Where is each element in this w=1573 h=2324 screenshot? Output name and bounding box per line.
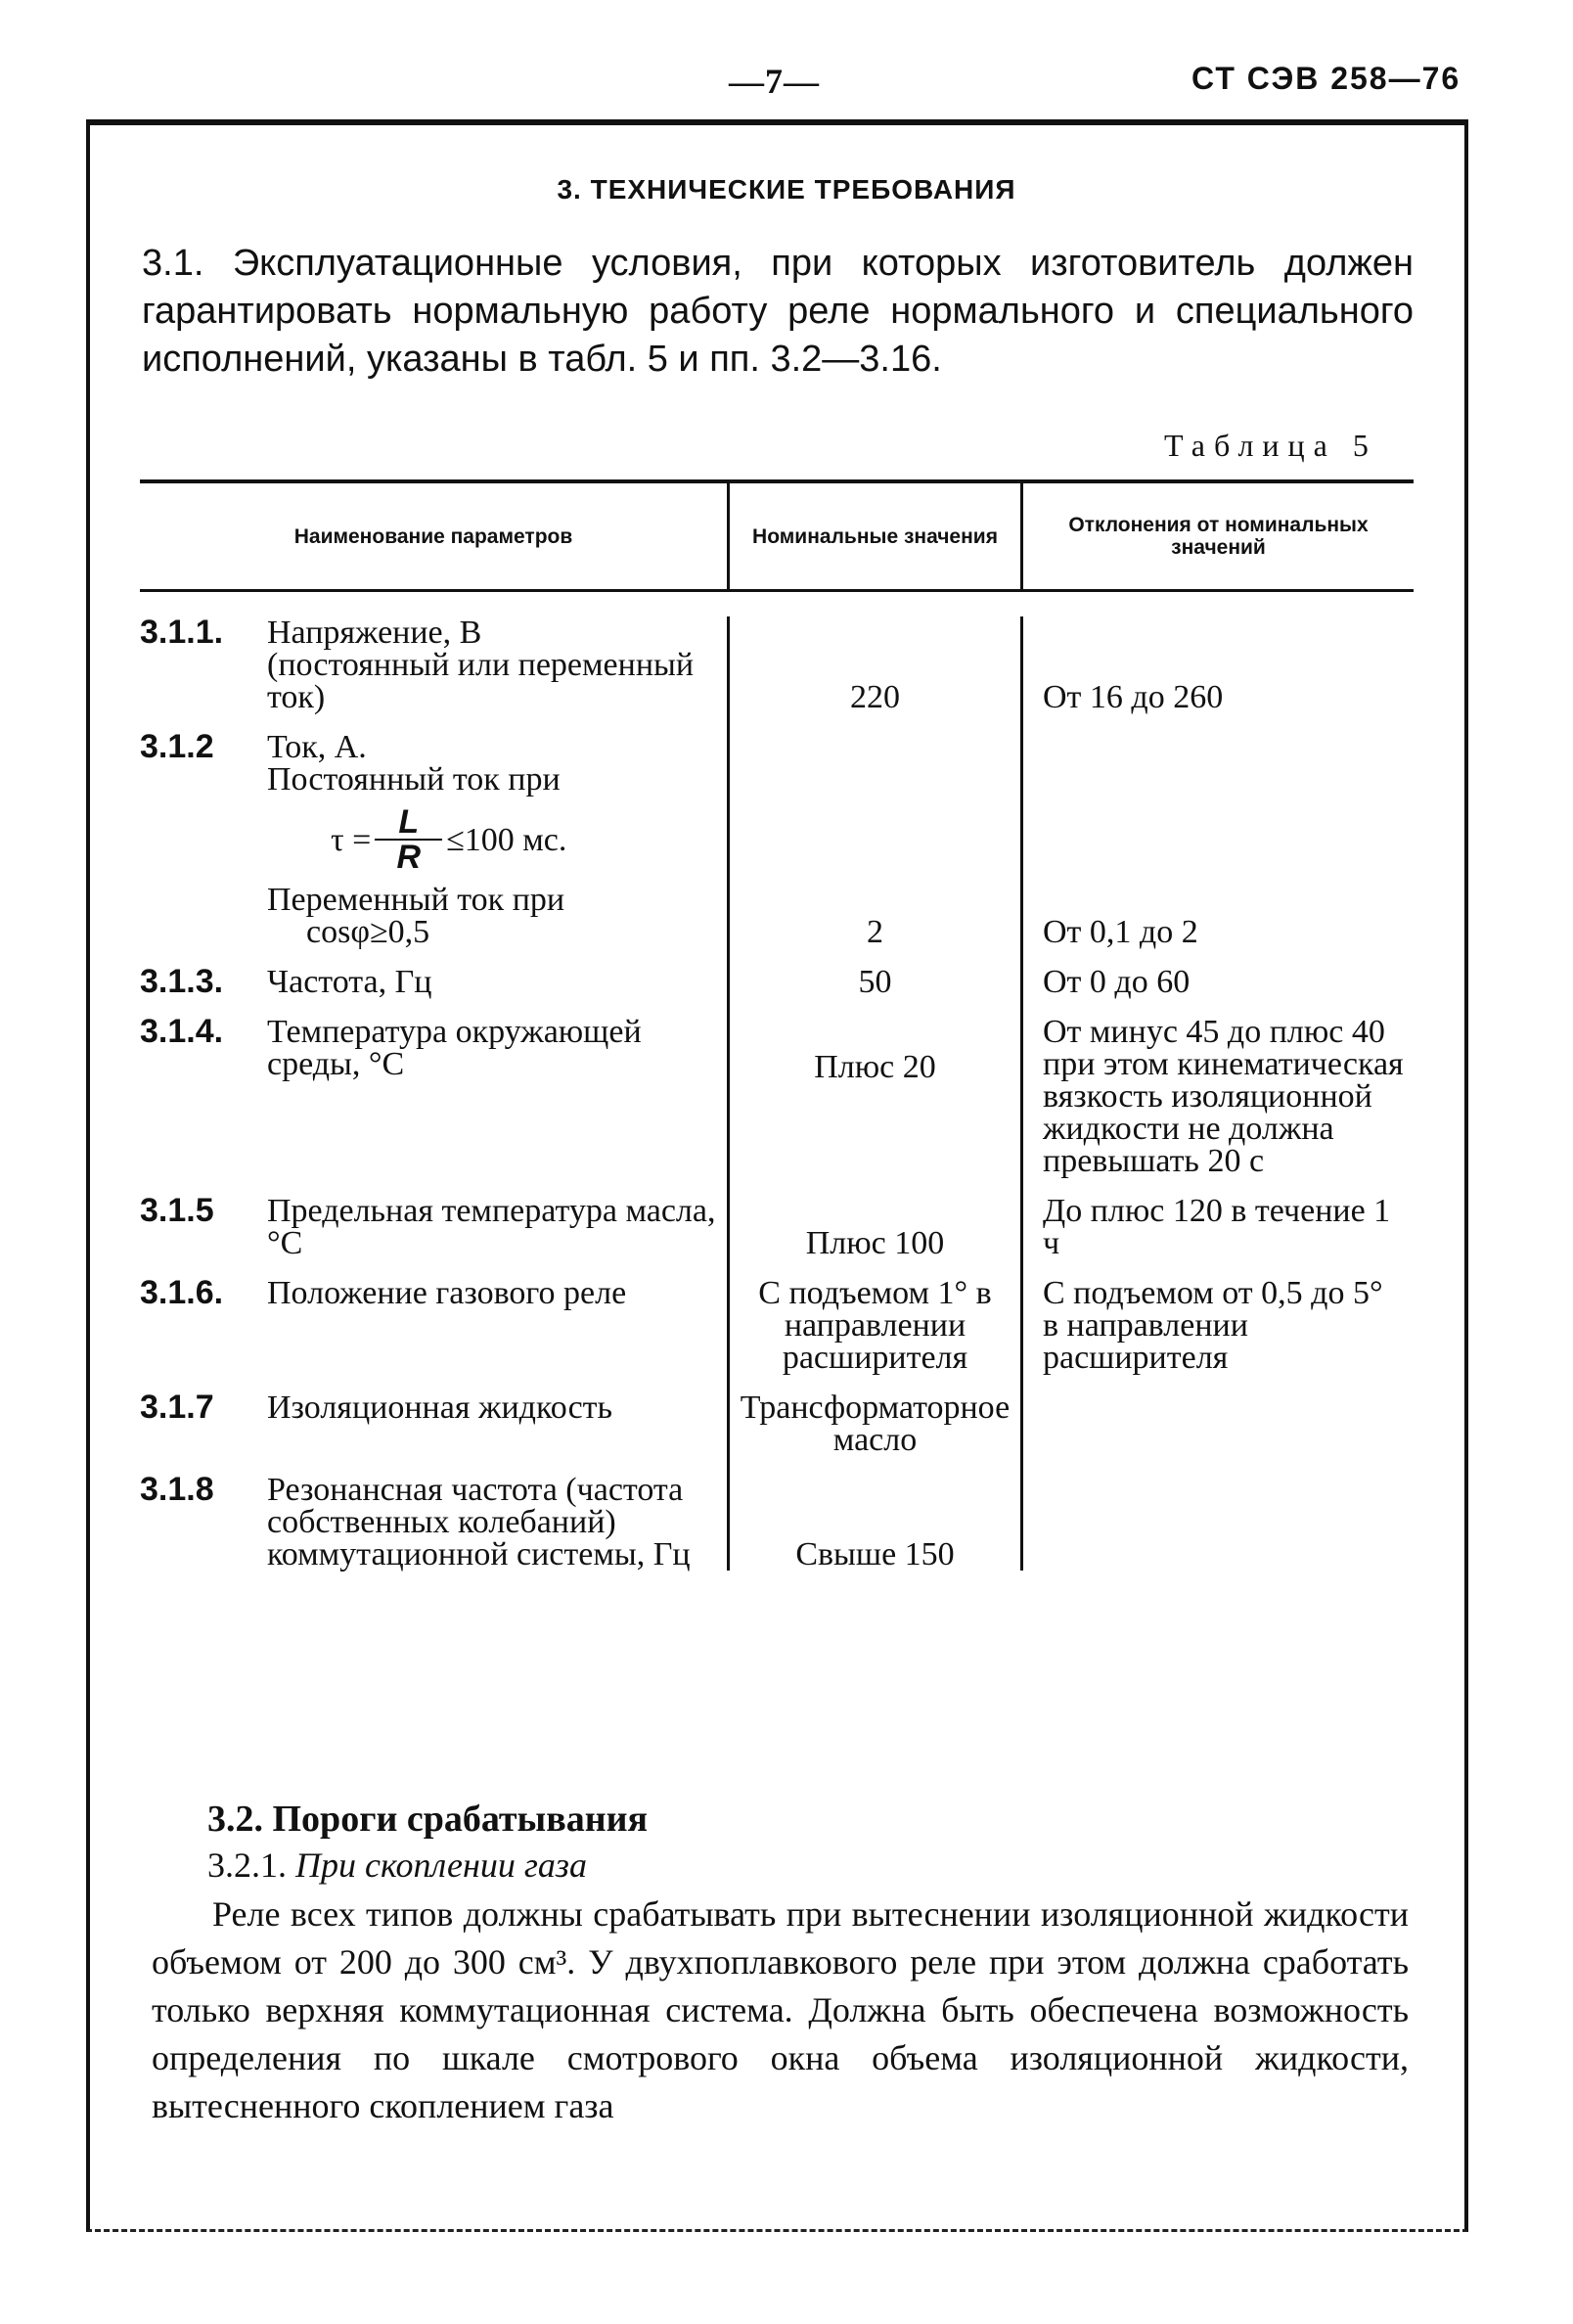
table-row	[140, 1013, 727, 1177]
row-number: 3.1.3.	[140, 963, 224, 1000]
row-nominal: Свыше 150	[727, 1474, 1020, 1571]
row-parameter: Температура окружающей среды, °С	[267, 1014, 642, 1082]
row-parameter-line: Постоянный ток при	[267, 761, 561, 797]
intro-paragraph: 3.1. Эксплуатационные условия, при которых изготовитель должен гарантировать нормальную работу реле нормального и специального исполнений, указаны в табл. 5 и пп. 3.2—3.16.	[142, 243, 1414, 380]
table-row	[140, 616, 727, 713]
row-number: 3.1.6.	[140, 1274, 224, 1311]
row-nominal: Плюс 100	[727, 1195, 1020, 1259]
row-number: 3.1.2	[140, 728, 214, 765]
row-deviation: От минус 45 до плюс 40 при этом кинематическая вязкость изоляционной жидкости не должна превышать 20 с	[1020, 1016, 1414, 1177]
header-nominal: Номинальные значения	[727, 483, 1020, 589]
row-parameter	[267, 731, 717, 948]
row-parameter: Резонансная частота (частота собственных колебаний) коммутационной системы, Гц	[267, 1472, 691, 1572]
section-2-title: 3.2. Пороги срабатывания	[207, 1799, 649, 1840]
header-deviation: Отклонения от номинальных значений	[1020, 483, 1414, 589]
table-row	[140, 1471, 727, 1572]
row-deviation: От 16 до 260	[1020, 616, 1414, 713]
table-row	[140, 963, 727, 1000]
row-number: 3.1.4.	[140, 1013, 224, 1050]
row-parameter: Положение газового реле	[267, 1275, 627, 1311]
document-code: СТ СЭВ 258—76	[1191, 61, 1461, 96]
row-parameter-line: Переменный ток при	[267, 882, 565, 918]
row-parameter	[267, 616, 717, 713]
subsection-name: При скоплении газа	[295, 1846, 587, 1885]
formula-rhs: ≤100 мс.	[446, 821, 567, 858]
table-header	[140, 479, 1414, 592]
row-number: 3.1.7	[140, 1389, 214, 1426]
table-body	[140, 592, 1414, 1571]
row-number: 3.1.8	[140, 1471, 214, 1508]
row-parameter: Частота, Гц	[267, 964, 432, 1000]
row-number: 3.1.1.	[140, 614, 224, 651]
row-nominal	[727, 1016, 1020, 1177]
formula-fraction	[375, 805, 442, 874]
section-2-paragraph: Реле всех типов должны срабатывать при вытеснении изоляционной жидкости объемом от 200 до 300 см³. У двухпоплавкового реле при этом должна сработать только верхняя коммутационная система. Должна быть обеспечена возможность определения по шкале смотрового окна объема изоляционной жидкости, вытесненного скоплением газа	[152, 1894, 1409, 2125]
subsection-title	[207, 1845, 587, 1886]
row-number: 3.1.5	[140, 1192, 214, 1229]
header-parameter-name: Наименование параметров	[293, 524, 573, 548]
table-row	[140, 1192, 727, 1261]
row-deviation	[1020, 1474, 1414, 1571]
time-constant-formula	[267, 796, 717, 884]
table-caption: Таблица 5	[1164, 428, 1377, 463]
table-row	[140, 728, 727, 950]
parameters-table	[140, 479, 1414, 1571]
row-nominal: 2	[727, 731, 1020, 948]
row-deviation: От 0 до 60	[1020, 966, 1414, 998]
formula-numerator: L	[375, 805, 442, 841]
table-row	[140, 1274, 727, 1374]
page-number: —7—	[729, 62, 820, 101]
row-deviation: До плюс 120 в течение 1 ч	[1020, 1195, 1414, 1259]
row-deviation: От 0,1 до 2	[1020, 731, 1414, 948]
section-title: 3. ТЕХНИЧЕСКИЕ ТРЕБОВАНИЯ	[557, 174, 1016, 205]
formula-lhs: τ =	[331, 821, 372, 858]
table-row	[140, 1391, 727, 1456]
row-parameter: Предельная температура масла, °С	[267, 1193, 716, 1261]
row-deviation: С подъемом от 0,5 до 5° в направлении расширителя	[1020, 1277, 1414, 1374]
row-parameter-line: cosφ≥0,5	[306, 914, 430, 950]
subsection-number: 3.2.1.	[207, 1846, 287, 1885]
formula-denominator: R	[396, 839, 422, 876]
row-parameter-line: Напряжение, В	[267, 615, 482, 651]
row-parameter: Изоляционная жидкость	[267, 1390, 613, 1426]
row-parameter-line: Ток, А.	[267, 729, 367, 765]
row-nominal: 50	[727, 966, 1020, 998]
row-parameter-line: (постоянный или переменный ток)	[267, 647, 695, 715]
row-deviation	[1020, 1391, 1414, 1456]
row-nominal-text: Плюс 20	[814, 1049, 936, 1085]
row-nominal: Трансформаторное масло	[727, 1391, 1020, 1456]
row-nominal: С подъемом 1° в направлении расширителя	[727, 1277, 1020, 1374]
row-nominal: 220	[727, 616, 1020, 713]
